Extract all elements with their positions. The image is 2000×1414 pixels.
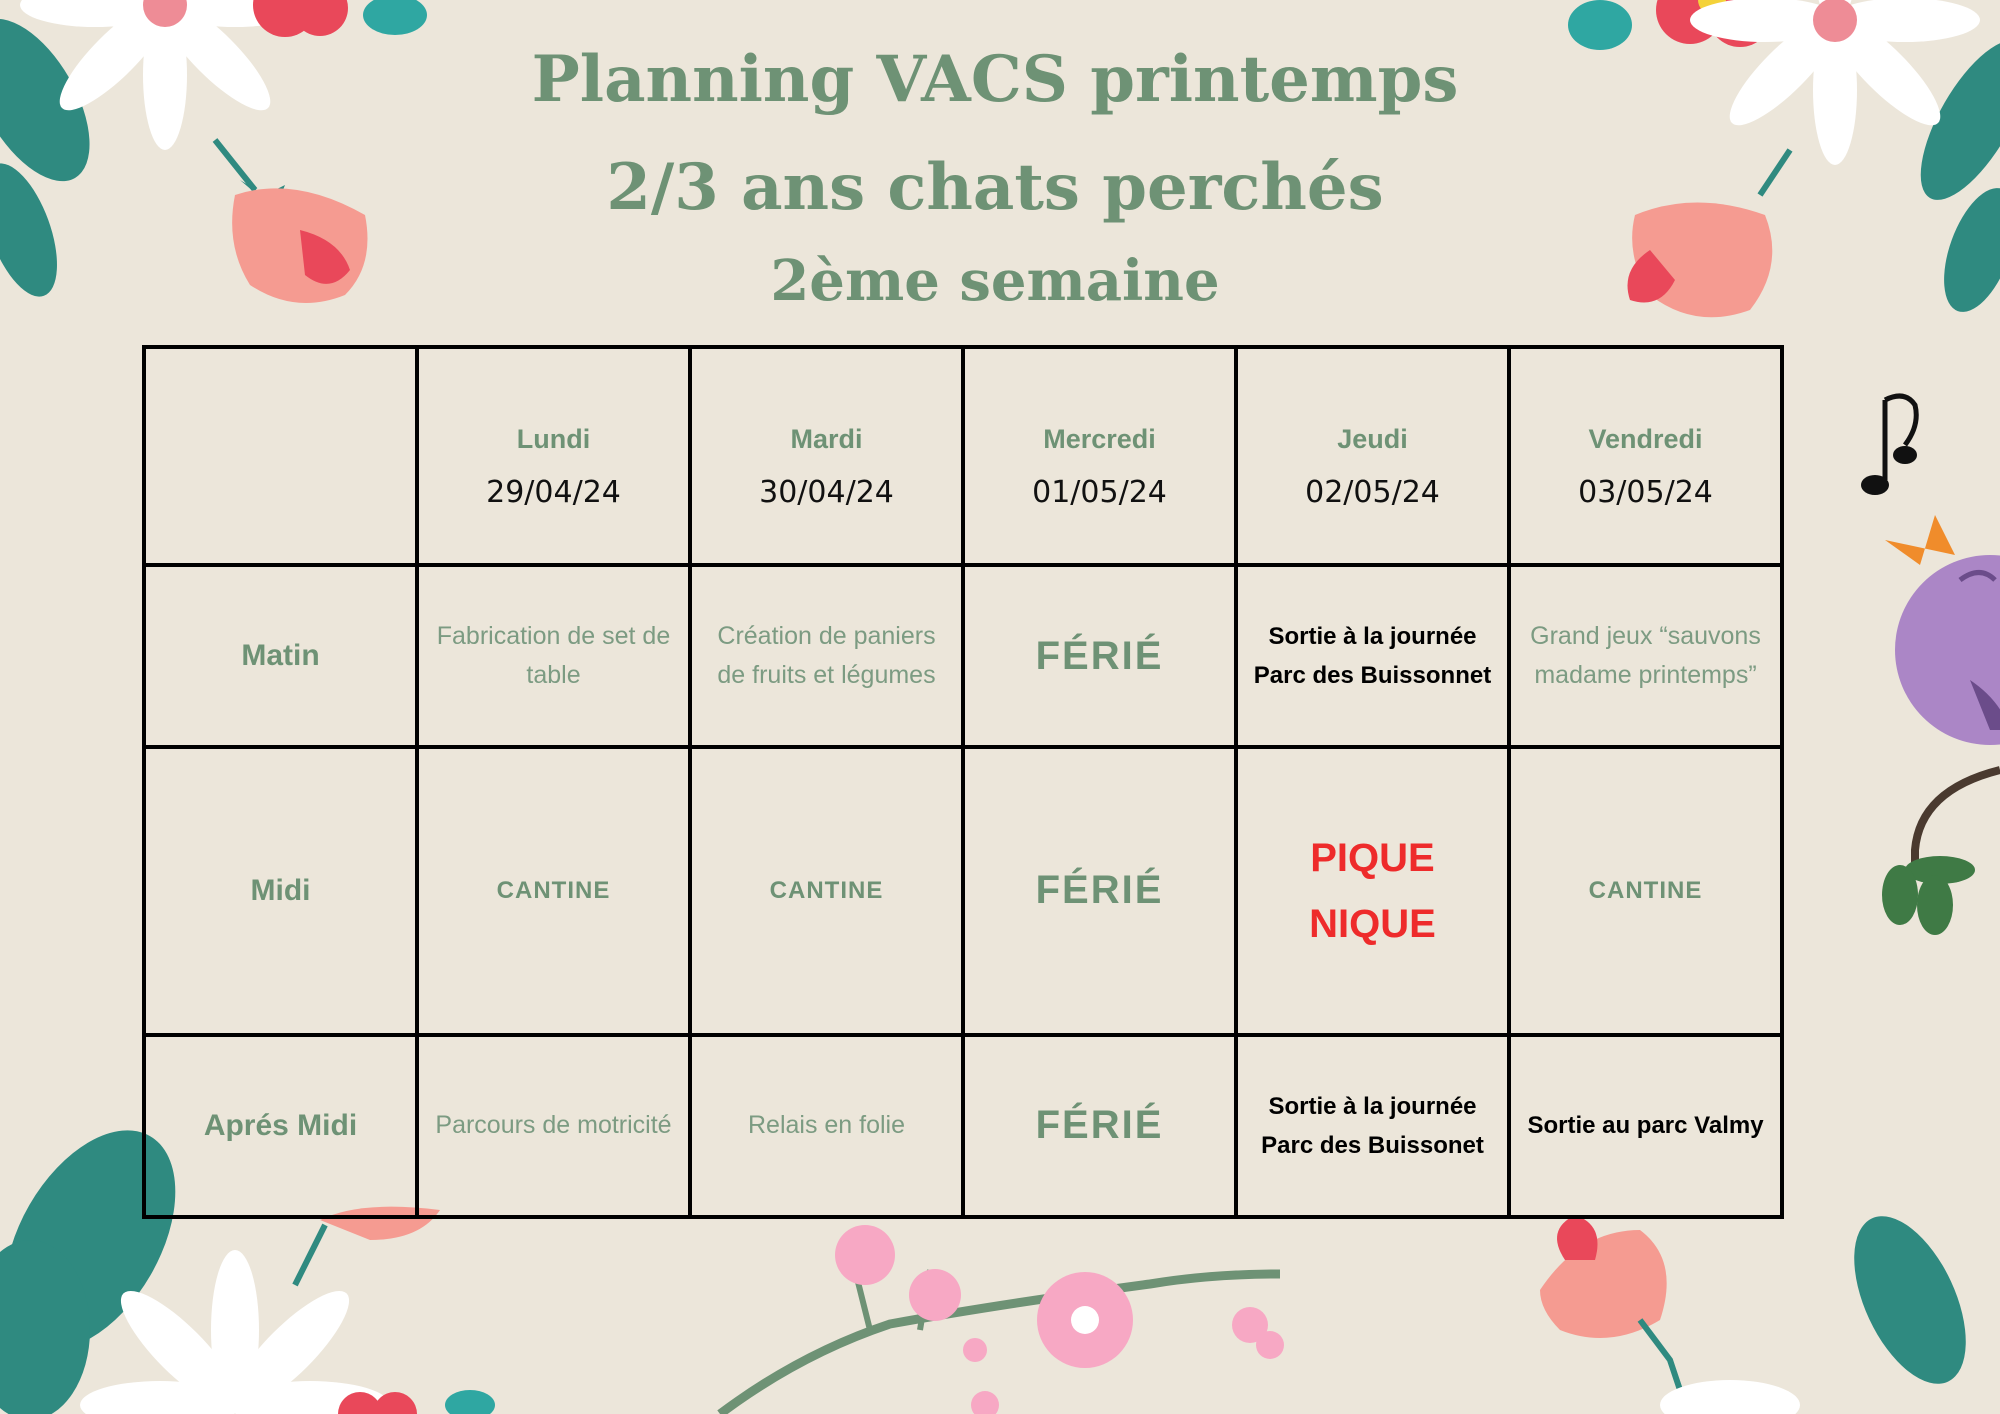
day-header [417,347,690,565]
page-title: Planning VACS printemps [531,42,1459,117]
activity-cell: Fabrication de set de table [417,565,690,747]
day-date: 29/04/24 [486,475,621,510]
day-date: 01/05/24 [1032,475,1167,510]
corner-cell [144,347,417,565]
row-label: Aprés Midi [144,1035,417,1217]
cantine-cell: CANTINE [690,747,963,1034]
midi-row [144,747,1782,1034]
flower-icon [1540,1199,1989,1414]
day-header [690,347,963,565]
day-name: Lundi [516,424,591,454]
activity-cell: Sortie à la journée Parc des Buissonnet [1236,565,1509,747]
day-header [1236,347,1509,565]
day-header [963,347,1236,565]
activity-cell: Relais en folie [690,1035,963,1217]
holiday-cell: FÉRIÉ [963,565,1236,747]
activity-cell: Grand jeux “sauvons madame printemps” [1509,565,1782,747]
day-date: 02/05/24 [1305,475,1440,510]
day-name: Jeudi [1337,424,1408,454]
holiday-cell: FÉRIÉ [963,1035,1236,1217]
cherry-blossom-icon [720,1225,1284,1414]
matin-row [144,565,1782,747]
day-name: Vendredi [1588,424,1703,454]
planning-table [142,345,1784,1219]
row-label: Matin [144,565,417,747]
day-date: 30/04/24 [759,475,894,510]
picnic-cell: PIQUE NIQUE [1236,747,1509,1034]
music-note-icon [1861,396,1917,495]
bird-icon [1882,515,2000,935]
activity-cell: Sortie au parc Valmy [1509,1035,1782,1217]
cantine-cell: CANTINE [1509,747,1782,1034]
page-subtitle: 2/3 ans chats perchés [606,150,1384,225]
day-name: Mercredi [1043,424,1156,454]
apres-midi-row [144,1035,1782,1217]
day-name: Mardi [790,424,863,454]
holiday-cell: FÉRIÉ [963,747,1236,1034]
row-label: Midi [144,747,417,1034]
day-header [1509,347,1782,565]
cantine-cell: CANTINE [417,747,690,1034]
header-row [144,347,1782,565]
week-label: 2ème semaine [770,248,1220,314]
activity-cell: Création de paniers de fruits et légumes [690,565,963,747]
activity-cell: Sortie à la journée Parc des Buissonet [1236,1035,1509,1217]
day-date: 03/05/24 [1578,475,1713,510]
activity-cell: Parcours de motricité [417,1035,690,1217]
